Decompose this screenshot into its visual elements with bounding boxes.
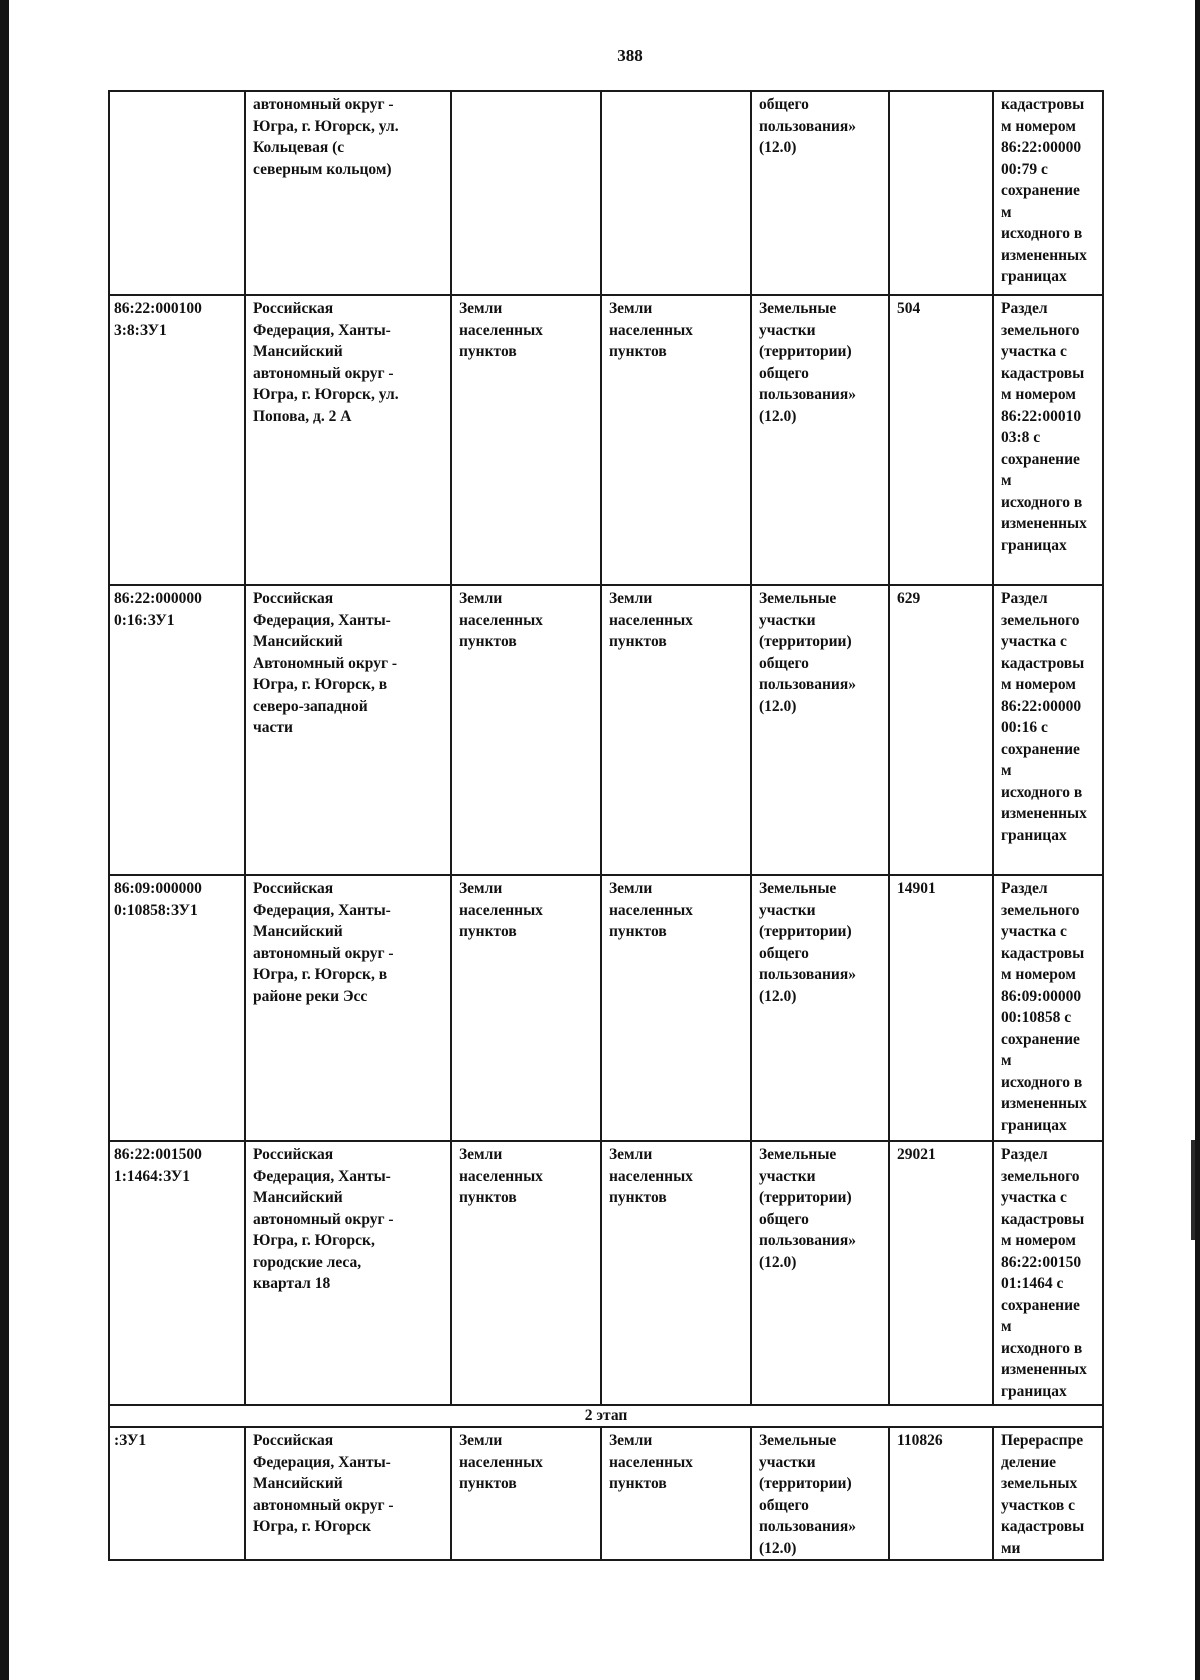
area-cell: 14901 xyxy=(889,875,993,1141)
land-category-cell: Земли населенных пунктов xyxy=(451,1141,601,1405)
cadastral-number-cell: 86:22:000100 3:8:ЗУ1 xyxy=(109,295,245,585)
land-plots-table xyxy=(108,90,1104,1561)
table-row xyxy=(109,1141,1103,1405)
area-cell xyxy=(889,91,993,295)
scan-edge-left xyxy=(0,0,9,1680)
location-cell: Российская Федерация, Ханты- Мансийский автономный округ - Югра, г. Югорск, ул. Попова, д. 2 А xyxy=(245,295,451,585)
table-row xyxy=(109,295,1103,585)
area-cell: 504 xyxy=(889,295,993,585)
cadastral-number-cell: 86:22:001500 1:1464:ЗУ1 xyxy=(109,1141,245,1405)
table-row xyxy=(109,875,1103,1141)
cadastral-number-cell: :ЗУ1 xyxy=(109,1427,245,1560)
area-cell: 29021 xyxy=(889,1141,993,1405)
cadastral-number-cell: 86:22:000000 0:16:ЗУ1 xyxy=(109,585,245,875)
formation-method-cell: Раздел земельного участка с кадастровы м номером 86:22:00010 03:8 с сохранение м исходного в измененных границах xyxy=(993,295,1103,585)
cadastral-number-cell: 86:09:000000 0:10858:ЗУ1 xyxy=(109,875,245,1141)
land-category-new-cell: Земли населенных пунктов xyxy=(601,1427,751,1560)
land-category-new-cell: Земли населенных пунктов xyxy=(601,585,751,875)
location-cell: Российская Федерация, Ханты- Мансийский автономный округ - Югра, г. Югорск, в районе реки Эсс xyxy=(245,875,451,1141)
permitted-use-cell: Земельные участки (территории) общего пользования» (12.0) xyxy=(751,875,889,1141)
location-cell: автономный округ - Югра, г. Югорск, ул. Кольцевая (с северным кольцом) xyxy=(245,91,451,295)
location-cell: Российская Федерация, Ханты- Мансийский автономный округ - Югра, г. Югорск xyxy=(245,1427,451,1560)
area-cell: 629 xyxy=(889,585,993,875)
area-cell: 110826 xyxy=(889,1427,993,1560)
permitted-use-cell: Земельные участки (территории) общего пользования» (12.0) xyxy=(751,1427,889,1560)
land-category-cell: Земли населенных пунктов xyxy=(451,875,601,1141)
location-cell: Российская Федерация, Ханты- Мансийский Автономный округ - Югра, г. Югорск, в северо-западной части xyxy=(245,585,451,875)
cadastral-number-cell xyxy=(109,91,245,295)
stage-label: 2 этап xyxy=(109,1405,1103,1427)
land-category-new-cell: Земли населенных пунктов xyxy=(601,1141,751,1405)
permitted-use-cell: Земельные участки (территории) общего пользования» (12.0) xyxy=(751,585,889,875)
scan-edge-mark xyxy=(1191,1140,1195,1240)
land-category-cell: Земли населенных пунктов xyxy=(451,295,601,585)
permitted-use-cell: Земельные участки (территории) общего пользования» (12.0) xyxy=(751,295,889,585)
formation-method-cell: Раздел земельного участка с кадастровы м номером 86:22:00000 00:16 с сохранение м исходного в измененных границах xyxy=(993,585,1103,875)
land-category-new-cell: Земли населенных пунктов xyxy=(601,295,751,585)
page-number: 388 xyxy=(617,46,643,65)
land-category-cell xyxy=(451,91,601,295)
table-row xyxy=(109,585,1103,875)
permitted-use-cell: общего пользования» (12.0) xyxy=(751,91,889,295)
formation-method-cell: Перераспре деление земельных участков с кадастровы ми xyxy=(993,1427,1103,1560)
table-row xyxy=(109,91,1103,295)
land-category-new-cell: Земли населенных пунктов xyxy=(601,875,751,1141)
stage-row xyxy=(109,1405,1103,1427)
land-category-cell: Земли населенных пунктов xyxy=(451,585,601,875)
formation-method-cell: Раздел земельного участка с кадастровы м номером 86:22:00150 01:1464 с сохранение м исходного в измененных границах xyxy=(993,1141,1103,1405)
land-category-cell: Земли населенных пунктов xyxy=(451,1427,601,1560)
formation-method-cell: Раздел земельного участка с кадастровы м номером 86:09:00000 00:10858 с сохранение м исходного в измененных границах xyxy=(993,875,1103,1141)
table-row xyxy=(109,1427,1103,1560)
land-category-new-cell xyxy=(601,91,751,295)
scan-edge-right xyxy=(1195,0,1200,1680)
location-cell: Российская Федерация, Ханты- Мансийский автономный округ - Югра, г. Югорск, городские леса, квартал 18 xyxy=(245,1141,451,1405)
formation-method-cell: кадастровы м номером 86:22:00000 00:79 с сохранение м исходного в измененных границах xyxy=(993,91,1103,295)
permitted-use-cell: Земельные участки (территории) общего пользования» (12.0) xyxy=(751,1141,889,1405)
